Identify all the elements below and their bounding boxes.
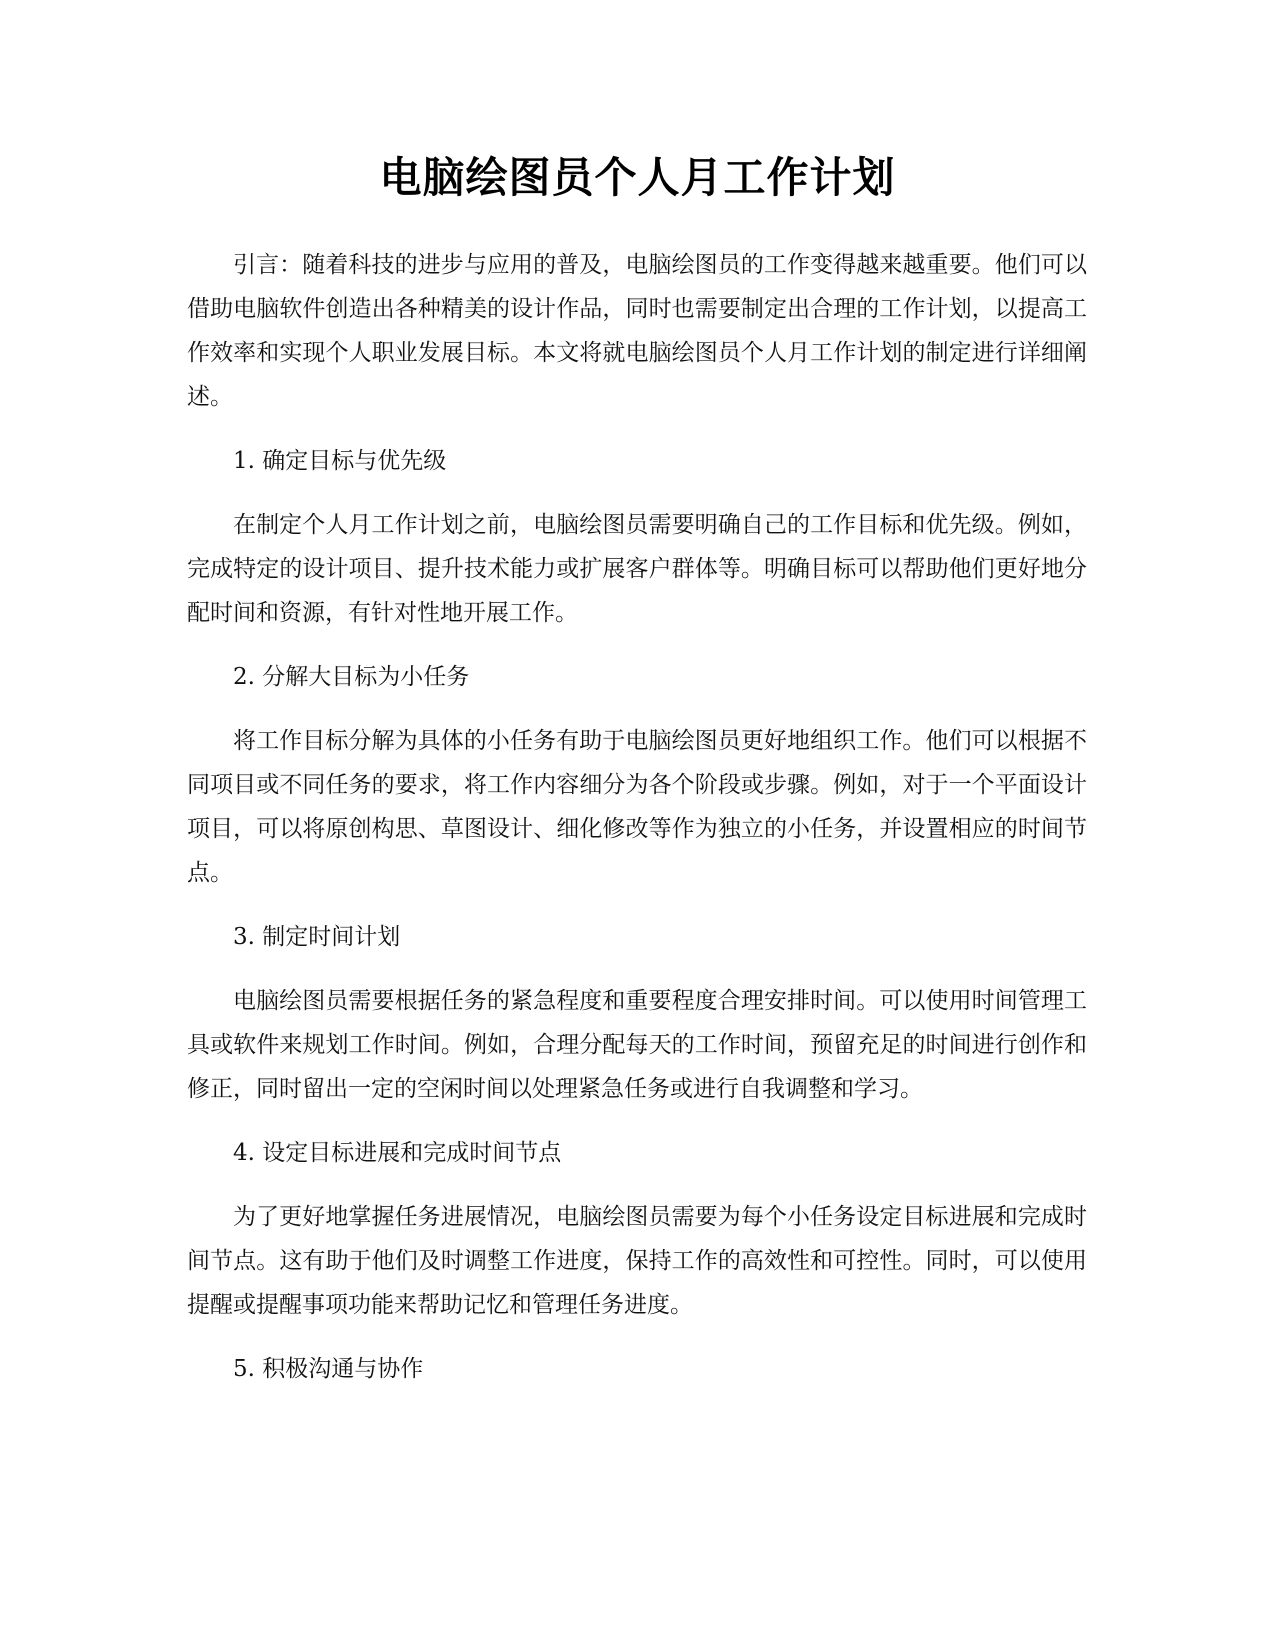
section-heading-3: 3. 制定时间计划 [233, 924, 401, 950]
section-heading-2: 2. 分解大目标为小任务 [233, 664, 470, 690]
section-paragraph-3: 电脑绘图员需要根据任务的紧急程度和重要程度合理安排时间。可以使用时间管理工具或软件来规划工作时间。例如，合理分配每天的工作时间，预留充足的时间进行创作和修正，同时留出一定的空闲时间以处理紧急任务或进行自我调整和学习。 [187, 988, 1087, 1102]
document-title: 电脑绘图员个人月工作计划 [379, 153, 896, 202]
section-paragraph-1: 在制定个人月工作计划之前，电脑绘图员需要明确自己的工作目标和优先级。例如，完成特定的设计项目、提升技术能力或扩展客户群体等。明确目标可以帮助他们更好地分配时间和资源，有针对性地开展工作。 [187, 512, 1087, 626]
intro-paragraph: 引言：随着科技的进步与应用的普及，电脑绘图员的工作变得越来越重要。他们可以借助电脑软件创造出各种精美的设计作品，同时也需要制定出合理的工作计划，以提高工作效率和实现个人职业发展目标。本文将就电脑绘图员个人月工作计划的制定进行详细阐述。 [187, 252, 1087, 410]
document-body [187, 243, 1087, 1411]
section-paragraph-4: 为了更好地掌握任务进展情况，电脑绘图员需要为每个小任务设定目标进展和完成时间节点。这有助于他们及时调整工作进度，保持工作的高效性和可控性。同时，可以使用提醒或提醒事项功能来帮助记忆和管理任务进度。 [187, 1204, 1087, 1318]
section-heading-4: 4. 设定目标进展和完成时间节点 [233, 1140, 562, 1166]
section-heading-1: 1. 确定目标与优先级 [233, 448, 447, 474]
section-heading-5: 5. 积极沟通与协作 [233, 1356, 424, 1382]
section-paragraph-2: 将工作目标分解为具体的小任务有助于电脑绘图员更好地组织工作。他们可以根据不同项目或不同任务的要求，将工作内容细分为各个阶段或步骤。例如，对于一个平面设计项目，可以将原创构思、草图设计、细化修改等作为独立的小任务，并设置相应的时间节点。 [187, 728, 1087, 886]
